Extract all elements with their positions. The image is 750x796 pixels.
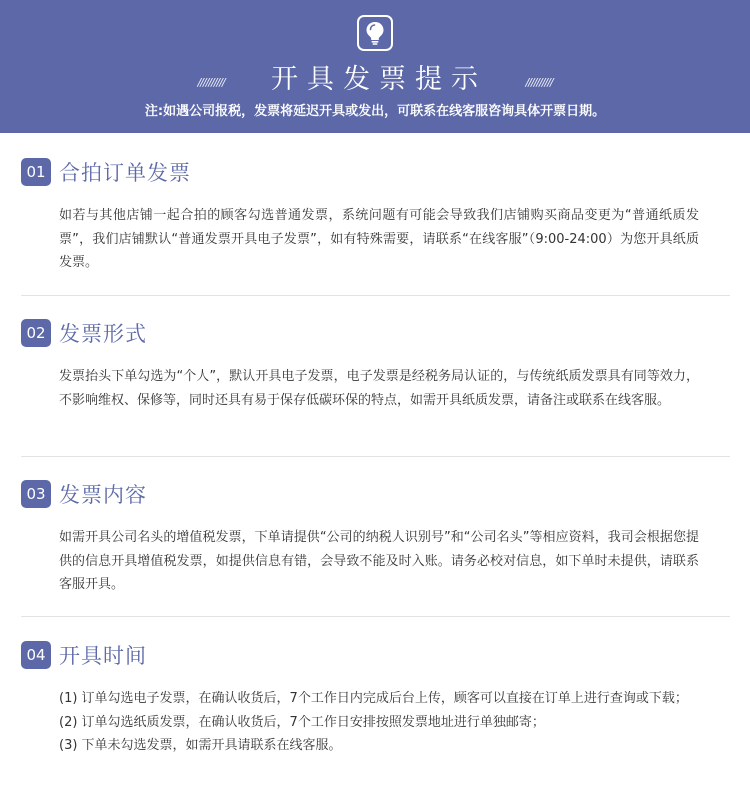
section-heading [21, 157, 191, 187]
section-title: 合拍订单发票 [59, 161, 191, 185]
divider [21, 295, 730, 296]
list-item: (3) 下单未勾选发票，如需开具请联系在线客服。 [59, 738, 342, 753]
decoration-left: ////////// [197, 75, 225, 89]
section-paragraph: 如若与其他店铺一起合拍的顾客勾选普通发票，系统问题有可能会导致我们店铺购买商品变更为“普通纸质发票”，我们店铺默认“普通发票开具电子发票”，如有特殊需要，请联系“在线客服”（9:00-24:00）为您开具纸质发票。 [59, 208, 699, 270]
section-body [59, 365, 699, 412]
section-number-badge: 01 [21, 158, 51, 186]
section-heading [21, 640, 147, 670]
list-item: (1) 订单勾选电子发票，在确认收货后，7个工作日内完成后台上传，顾客可以直接在订单上进行查询或下载； [59, 691, 688, 706]
section-number-badge: 03 [21, 480, 51, 508]
section-body [59, 526, 699, 597]
section-title: 开具时间 [59, 644, 147, 668]
section-paragraph: 如需开具公司名头的增值税发票，下单请提供“公司的纳税人识别号”和“公司名头”等相应资料，我司会根据您提供的信息开具增值税发票，如提供信息有错，会导致不能及时入账。请务必校对信息，如下单时未提供，请联系客服开具。 [59, 530, 699, 592]
list-item: (2) 订单勾选纸质发票，在确认收货后，7个工作日安排按照发票地址进行单独邮寄； [59, 714, 545, 730]
section-number-badge: 02 [21, 319, 51, 347]
section-heading [21, 318, 147, 348]
page-title: 开具发票提示 [271, 63, 487, 95]
section-title: 发票内容 [59, 483, 147, 507]
lightbulb-icon [357, 15, 393, 51]
section-number-badge: 04 [21, 641, 51, 669]
divider [21, 456, 730, 457]
title-row [0, 58, 750, 94]
section-paragraph: 发票抬头下单勾选为“个人”，默认开具电子发票，电子发票是经税务局认证的，与传统纸质发票具有同等效力，不影响维权、保修等，同时还具有易于保存低碳环保的特点，如需开具纸质发票，请备注或联系在线客服。 [59, 369, 699, 408]
decoration-right: ////////// [525, 75, 553, 89]
divider [21, 616, 730, 617]
section-title: 发票形式 [59, 322, 147, 346]
header-banner [0, 0, 750, 133]
section-heading [21, 479, 147, 509]
section-body [59, 204, 699, 275]
section-body [59, 687, 699, 758]
header-notice: 注:如遇公司报税，发票将延迟开具或发出，可联系在线客服咨询具体开票日期。 [144, 104, 606, 119]
